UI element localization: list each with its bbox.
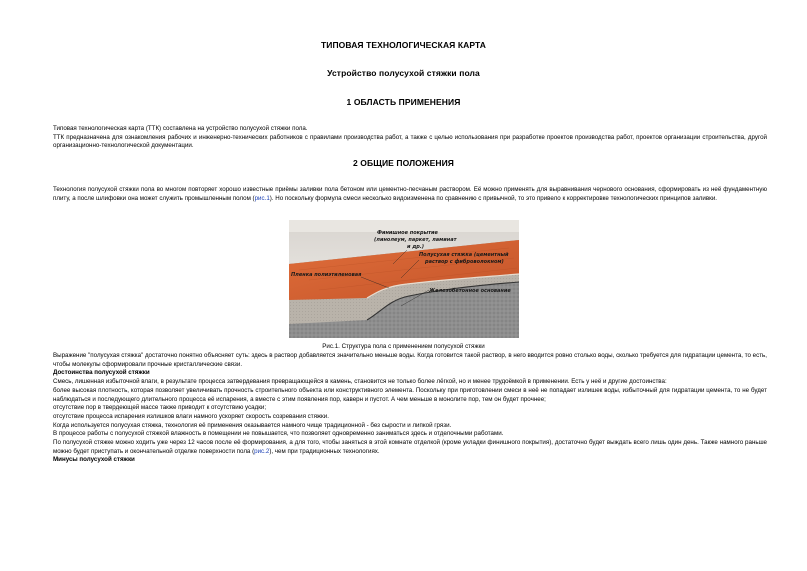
section2-text [39, 186, 767, 203]
advantage-7 [39, 439, 767, 456]
floor-structure-figure [289, 220, 519, 338]
label-slab: Железобетонное основание [429, 288, 511, 294]
figure-caption: Рис.1. Структура пола с применением полусухой стяжки [322, 343, 485, 350]
paragraph-expression: Выражение "полусухая стяжка" достаточно понятно объясняет суть: здесь в раствор добавляется значительно меньше воды. Когда готовится такой раствор, в него вводится ровно столько воды, сколько требуется для гидратации цемента, то есть, чтобы молекулы сформировали прочные кристаллические связи. [53, 352, 767, 368]
fig1-link[interactable]: рис.1 [254, 194, 270, 202]
advantage-4: отсутствие процесса испарения излишков влаги намного ускоряет скорость созревания стяжки. [53, 412, 329, 420]
advantages-heading: Достоинства полусухой стяжки [53, 369, 150, 377]
advantage-5: Когда используется полусухая стяжка, технология её применения оказывается намного чище традиционной - без сырости и липкой грязи. [53, 421, 452, 429]
advantage-1: Смесь, лишенная избыточной влаги, в результате процесса затвердевания превращающейся в камень, становится не только более лёгкой, но и менее трудоёмкой в применении. Есть у неё и другие достоинства: [53, 378, 667, 386]
s1-paragraph-2: ТТК предназначена для ознакомления рабочих и инженерно-технических работников с правилами производства работ, а также с целью использования при разработке проектов производства работ, проектов организации строительства, другой организационно-технологической документации. [53, 133, 767, 150]
advantage-3: отсутствие пор в твердеющей массе также приводит к отсутствию усадки; [53, 404, 267, 412]
label-screed-2: раствор с фиброволокном) [425, 259, 504, 265]
s2-text-b: ). Но поскольку формула смеси несколько видоизменена по сравнению с привычной, то это привело к корректировке технологических принципов заливки. [269, 194, 718, 202]
advantage-2: более высокая плотность, которая позволяет увеличивать прочность строительного объекта или конструктивного элемента. Поскольку при приготовлении смеси в неё не попадает излишек воды, избыточный для гидратации цемента, то не будет наблюдаться и последующего длительного процесса её испарения, а вместе с этим появления пор, каверн и пустот. А чем меньше в монолите пор, тем он будет прочнее; [53, 386, 767, 403]
label-screed-1: Полусухая стяжка (цементный [419, 252, 509, 258]
s2-text-a: Технология полусухой стяжки пола во многом повторяет хорошо известные приёмы заливки пола бетоном или цементно-песчаным раствором. Её можно применять для выравнивания чернового основания, сформировать из неё фундаментную плиту, а после шлифовки она может служить промышленным полом ( [53, 186, 767, 202]
section1-text [39, 125, 767, 151]
doc-title: ТИПОВАЯ ТЕХНОЛОГИЧЕСКАЯ КАРТА [320, 40, 487, 50]
floor-structure-image [289, 220, 519, 338]
doc-subtitle: Устройство полусухой стяжки пола [327, 68, 480, 78]
fig2-link[interactable]: рис.2 [254, 447, 270, 455]
label-finish-3: и др.) [407, 244, 425, 250]
adv7-text-a: По полусухой стяжке можно ходить уже через 12 часов после её формирования, а для того, чтобы заняться в этой комнате отделкой (кроме укладки финишного покрытия), достаточно будет выждать всего лишь один день. Также намного раньше можно будет приступать и окончательной отделке поверхности пола ( [53, 439, 767, 455]
label-finish-2: (линолеум, паркет, ламинат [374, 237, 457, 243]
s2-paragraph-1 [39, 186, 767, 203]
section-heading-2: 2 ОБЩИЕ ПОЛОЖЕНИЯ [353, 158, 454, 168]
label-film: Пленка полиэтиленовая [291, 272, 362, 278]
section-heading-1: 1 ОБЛАСТЬ ПРИМЕНЕНИЯ [346, 97, 461, 107]
s1-paragraph-1: Типовая технологическая карта (ТТК) составлена на устройство полусухой стяжки пола. [53, 125, 308, 132]
advantage-6: В процессе работы с полусухой стяжкой влажность в помещении не повышается, что позволяет одновременно заниматься здесь и отделочными работами. [53, 430, 504, 438]
label-finish-1: Финишное покрытие [377, 230, 438, 236]
minuses-heading: Минусы полусухой стяжки [53, 456, 135, 464]
adv7-text-b: ), чем при традиционных технологиях. [269, 447, 380, 455]
body-text [39, 352, 767, 465]
